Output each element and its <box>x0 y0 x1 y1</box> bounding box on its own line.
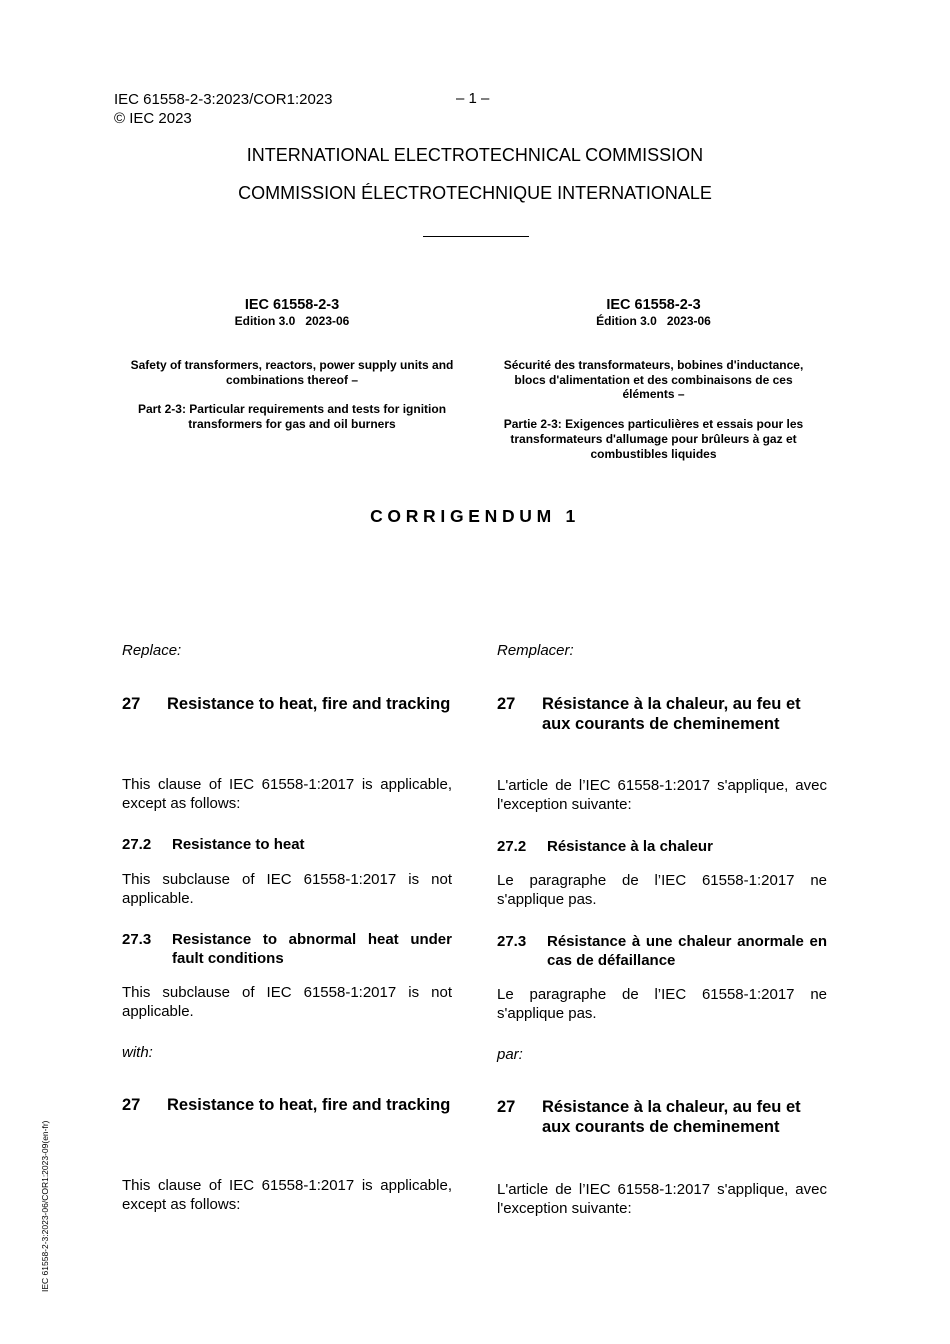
subclause-number: 27.3 <box>122 931 152 948</box>
title-block-en <box>122 297 462 432</box>
standard-number: IEC 61558-2-3 <box>244 297 340 313</box>
subclause-heading <box>497 932 827 970</box>
replace-instruction: Replace: <box>122 642 182 659</box>
document-code-sidebar: IEC 61558-2-3:2023-06/COR1:2023-09(en-fr) <box>40 1120 50 1292</box>
clause-title: Resistance to heat, fire and tracking <box>167 695 451 713</box>
with-instruction: with: <box>122 1044 153 1061</box>
organisation-name-fr: COMMISSION ÉLECTROTECHNIQUE INTERNATIONALE <box>238 183 712 203</box>
part-title: Partie 2-3: Exigences particulières et essais pour les transformateurs d'allumage pour brûleurs à gaz et combustibles liquides <box>503 417 804 461</box>
clause-heading <box>497 694 827 734</box>
title-divider <box>423 236 529 237</box>
subclause-text: Le paragraphe de l’IEC 61558-1:2017 ne s'applique pas. <box>497 986 827 1022</box>
clause-text: L'article de l’IEC 61558-1:2017 s'applique, avec l'exception suivante: <box>497 777 827 813</box>
clause-heading <box>497 1097 827 1137</box>
subclause-number: 27.2 <box>497 838 527 855</box>
organisation-name-en: INTERNATIONAL ELECTROTECHNICAL COMMISSION <box>246 145 704 165</box>
subclause-number: 27.2 <box>122 836 152 853</box>
with-instruction: par: <box>497 1046 523 1063</box>
clause-text: This clause of IEC 61558-1:2017 is applicable, except as follows: <box>122 776 452 812</box>
clause-title: Résistance à la chaleur, au feu et aux courants de cheminement <box>542 1098 801 1136</box>
document-reference: IEC 61558-2-3:2023/COR1:2023 <box>114 91 333 108</box>
replace-instruction: Remplacer: <box>497 642 574 659</box>
copyright-notice: © IEC 2023 <box>114 110 192 127</box>
subclause-heading <box>122 930 452 968</box>
clause-text: This clause of IEC 61558-1:2017 is applicable, except as follows: <box>122 1177 452 1213</box>
clause-heading <box>122 1095 452 1115</box>
subclause-text: This subclause of IEC 61558-1:2017 is not applicable. <box>122 984 452 1020</box>
clause-heading <box>122 694 452 714</box>
edition-line: Édition 3.0 2023-06 <box>596 314 711 328</box>
main-title: Safety of transformers, reactors, power supply units and combinations thereof – <box>130 358 454 387</box>
clause-title: Resistance to heat, fire and tracking <box>167 1096 451 1114</box>
edition-line: Edition 3.0 2023-06 <box>234 314 350 328</box>
standard-number: IEC 61558-2-3 <box>606 297 701 313</box>
subclause-heading <box>122 835 452 854</box>
main-title: Sécurité des transformateurs, bobines d'inductance, blocs d'alimentation et des combinaisons de ces éléments – <box>503 358 804 402</box>
part-title: Part 2-3: Particular requirements and tests for ignition transformers for gas and oil burners <box>137 402 447 432</box>
clause-number: 27 <box>122 1096 141 1114</box>
clause-number: 27 <box>497 695 516 713</box>
subclause-text: Le paragraphe de l’IEC 61558-1:2017 ne s'applique pas. <box>497 872 827 908</box>
subclause-title: Resistance to abnormal heat under fault conditions <box>172 931 452 967</box>
subclause-number: 27.3 <box>497 933 527 950</box>
page-number: – 1 – <box>456 90 490 107</box>
clause-title: Résistance à la chaleur, au feu et aux courants de cheminement <box>542 695 801 733</box>
subclause-title: Résistance à la chaleur <box>547 838 713 855</box>
clause-number: 27 <box>497 1098 516 1116</box>
subclause-heading <box>497 837 827 856</box>
clause-text: L'article de l’IEC 61558-1:2017 s'applique, avec l'exception suivante: <box>497 1181 827 1217</box>
subclause-text: This subclause of IEC 61558-1:2017 is not applicable. <box>122 871 452 907</box>
clause-number: 27 <box>122 695 141 713</box>
subclause-title: Résistance à une chaleur anormale en cas de défaillance <box>547 933 827 969</box>
subclause-title: Resistance to heat <box>172 836 305 853</box>
title-block-fr <box>497 297 810 461</box>
header-reference-block <box>114 90 332 128</box>
corrigendum-heading: CORRIGENDUM 1 <box>370 506 580 526</box>
